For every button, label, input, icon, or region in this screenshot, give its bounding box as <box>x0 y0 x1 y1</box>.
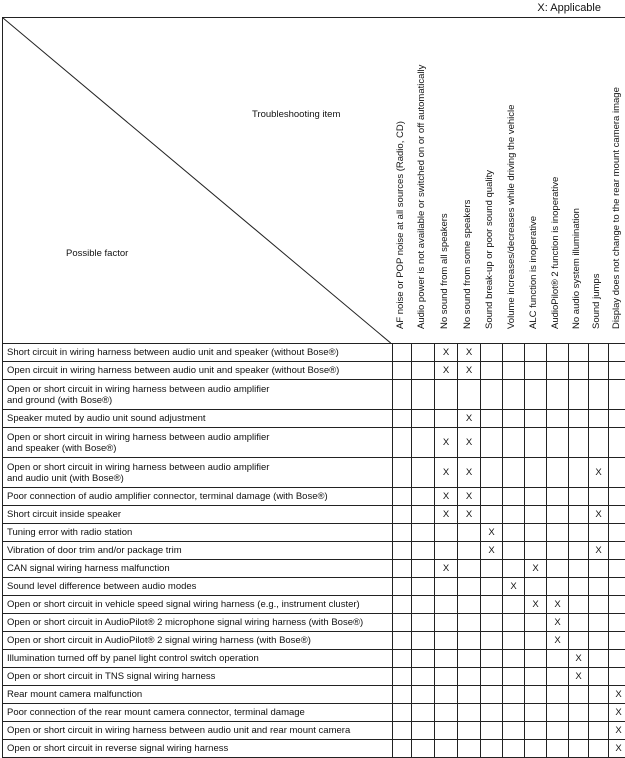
empty-cell <box>412 428 435 458</box>
applicable-mark: X <box>481 542 503 560</box>
empty-cell <box>503 722 525 740</box>
empty-cell <box>609 650 625 668</box>
empty-cell <box>412 542 435 560</box>
column-header-5 <box>479 17 502 344</box>
table-row <box>3 458 625 488</box>
empty-cell <box>589 650 609 668</box>
table-row <box>3 380 625 410</box>
table-row <box>3 542 625 560</box>
applicable-mark: X <box>481 524 503 542</box>
empty-cell <box>393 542 412 560</box>
column-header-label: Audio power is not available or switched on or off automatically <box>416 65 427 329</box>
column-header-label: AudioPilot® 2 function is inoperative <box>550 177 561 329</box>
empty-cell <box>525 650 547 668</box>
empty-cell <box>503 686 525 704</box>
empty-cell <box>503 506 525 524</box>
empty-cell <box>589 614 609 632</box>
empty-cell <box>547 650 569 668</box>
applicable-mark: X <box>589 506 609 524</box>
empty-cell <box>412 410 435 428</box>
empty-cell <box>547 506 569 524</box>
applicable-mark: X <box>435 458 458 488</box>
empty-cell <box>547 380 569 410</box>
empty-cell <box>525 542 547 560</box>
applicable-mark: X <box>503 578 525 596</box>
applicable-mark: X <box>609 686 625 704</box>
possible-factor-cell: Open or short circuit in wiring harness between audio unit and rear mount camera <box>3 722 393 740</box>
applicable-mark: X <box>569 650 589 668</box>
possible-factor-cell: Open or short circuit in AudioPilot® 2 signal wiring harness (with Bose®) <box>3 632 393 650</box>
empty-cell <box>393 704 412 722</box>
possible-factor-cell: Tuning error with radio station <box>3 524 393 542</box>
applicable-mark: X <box>609 704 625 722</box>
table-row <box>3 632 625 650</box>
applicable-mark: X <box>525 596 547 614</box>
applicable-mark: X <box>569 668 589 686</box>
empty-cell <box>393 614 412 632</box>
empty-cell <box>481 614 503 632</box>
empty-cell <box>458 614 481 632</box>
column-header-label: Sound break-up or poor sound quality <box>484 170 495 329</box>
applicable-mark: X <box>458 344 481 362</box>
possible-factor-cell: Poor connection of audio amplifier connector, terminal damage (with Bose®) <box>3 488 393 506</box>
possible-factor-cell: CAN signal wiring harness malfunction <box>3 560 393 578</box>
empty-cell <box>481 650 503 668</box>
empty-cell <box>609 560 625 578</box>
table-row <box>3 668 625 686</box>
empty-cell <box>525 458 547 488</box>
possible-factor-cell: Open or short circuit in vehicle speed signal wiring harness (e.g., instrument cluster) <box>3 596 393 614</box>
empty-cell <box>609 380 625 410</box>
column-header-9 <box>567 17 588 344</box>
empty-cell <box>458 542 481 560</box>
table-row <box>3 578 625 596</box>
possible-factor-cell: Short circuit in wiring harness between audio unit and speaker (without Bose®) <box>3 344 393 362</box>
table-row <box>3 362 625 380</box>
empty-cell <box>393 344 412 362</box>
empty-cell <box>393 524 412 542</box>
empty-cell <box>393 362 412 380</box>
applicable-mark: X <box>435 428 458 458</box>
empty-cell <box>589 362 609 380</box>
empty-cell <box>569 344 589 362</box>
empty-cell <box>589 722 609 740</box>
possible-factor-cell: Vibration of door trim and/or package trim <box>3 542 393 560</box>
empty-cell <box>547 344 569 362</box>
empty-cell <box>569 524 589 542</box>
applicable-mark: X <box>458 410 481 428</box>
empty-cell <box>412 506 435 524</box>
column-header-label: Sound jumps <box>591 274 602 329</box>
column-header-label: Volume increases/decreases while driving the vehicle <box>506 105 517 329</box>
empty-cell <box>589 596 609 614</box>
empty-cell <box>393 506 412 524</box>
possible-factor-cell: Sound level difference between audio modes <box>3 578 393 596</box>
factor-grid <box>2 343 625 758</box>
applicable-mark: X <box>435 344 458 362</box>
empty-cell <box>393 596 412 614</box>
empty-cell <box>569 686 589 704</box>
empty-cell <box>589 560 609 578</box>
empty-cell <box>412 596 435 614</box>
empty-cell <box>569 596 589 614</box>
header-corner-cell <box>2 17 392 344</box>
column-header-6 <box>501 17 524 344</box>
empty-cell <box>569 410 589 428</box>
empty-cell <box>458 596 481 614</box>
empty-cell <box>393 560 412 578</box>
empty-cell <box>412 578 435 596</box>
applicable-mark: X <box>435 362 458 380</box>
legend-applicable: X: Applicable <box>537 2 601 14</box>
empty-cell <box>609 614 625 632</box>
table-row <box>3 722 625 740</box>
empty-cell <box>569 458 589 488</box>
empty-cell <box>393 428 412 458</box>
empty-cell <box>481 488 503 506</box>
column-header-label: No audio system illumination <box>571 208 582 329</box>
applicable-mark: X <box>458 428 481 458</box>
possible-factor-cell: Open circuit in wiring harness between audio unit and speaker (without Bose®) <box>3 362 393 380</box>
table-row <box>3 344 625 362</box>
empty-cell <box>435 668 458 686</box>
empty-cell <box>525 722 547 740</box>
column-header-10 <box>587 17 608 344</box>
empty-cell <box>412 722 435 740</box>
empty-cell <box>609 506 625 524</box>
applicable-mark: X <box>458 506 481 524</box>
empty-cell <box>393 380 412 410</box>
empty-cell <box>609 668 625 686</box>
empty-cell <box>589 704 609 722</box>
empty-cell <box>393 668 412 686</box>
table-row <box>3 524 625 542</box>
empty-cell <box>412 458 435 488</box>
empty-cell <box>569 506 589 524</box>
empty-cell <box>435 578 458 596</box>
empty-cell <box>393 458 412 488</box>
applicable-mark: X <box>458 362 481 380</box>
column-header-7 <box>523 17 546 344</box>
column-header-8 <box>545 17 568 344</box>
empty-cell <box>412 380 435 410</box>
empty-cell <box>569 428 589 458</box>
empty-cell <box>589 410 609 428</box>
applicable-mark: X <box>525 560 547 578</box>
empty-cell <box>412 344 435 362</box>
empty-cell <box>481 596 503 614</box>
empty-cell <box>525 428 547 458</box>
column-header-4 <box>456 17 480 344</box>
empty-cell <box>589 578 609 596</box>
empty-cell <box>435 596 458 614</box>
empty-cell <box>547 410 569 428</box>
column-header-11 <box>607 17 625 344</box>
empty-cell <box>412 614 435 632</box>
empty-cell <box>481 362 503 380</box>
possible-factor-cell: Open or short circuit in wiring harness between audio amplifier and audio unit (with Bose®) <box>3 458 393 488</box>
column-header-1 <box>391 17 411 344</box>
table-row <box>3 410 625 428</box>
empty-cell <box>458 560 481 578</box>
empty-cell <box>609 458 625 488</box>
empty-cell <box>481 560 503 578</box>
empty-cell <box>609 632 625 650</box>
empty-cell <box>609 488 625 506</box>
applicable-mark: X <box>609 722 625 740</box>
applicable-mark: X <box>589 458 609 488</box>
empty-cell <box>412 650 435 668</box>
empty-cell <box>412 704 435 722</box>
troubleshooting-item-label: Troubleshooting item <box>252 109 340 120</box>
empty-cell <box>481 578 503 596</box>
possible-factor-cell: Illumination turned off by panel light control switch operation <box>3 650 393 668</box>
applicable-mark: X <box>589 542 609 560</box>
empty-cell <box>547 458 569 488</box>
empty-cell <box>481 380 503 410</box>
table-row <box>3 560 625 578</box>
empty-cell <box>525 686 547 704</box>
empty-cell <box>569 704 589 722</box>
empty-cell <box>435 380 458 410</box>
troubleshooting-table <box>2 17 622 746</box>
empty-cell <box>547 488 569 506</box>
empty-cell <box>569 614 589 632</box>
empty-cell <box>503 362 525 380</box>
possible-factor-cell: Rear mount camera malfunction <box>3 686 393 704</box>
empty-cell <box>393 722 412 740</box>
empty-cell <box>435 524 458 542</box>
possible-factor-cell: Poor connection of the rear mount camera connector, terminal damage <box>3 704 393 722</box>
empty-cell <box>481 686 503 704</box>
empty-cell <box>547 560 569 578</box>
empty-cell <box>393 410 412 428</box>
empty-cell <box>481 428 503 458</box>
applicable-mark: X <box>435 488 458 506</box>
applicable-mark: X <box>458 488 481 506</box>
empty-cell <box>393 488 412 506</box>
empty-cell <box>503 458 525 488</box>
empty-cell <box>569 722 589 740</box>
empty-cell <box>589 668 609 686</box>
empty-cell <box>589 524 609 542</box>
empty-cell <box>412 560 435 578</box>
empty-cell <box>435 722 458 740</box>
empty-cell <box>481 632 503 650</box>
empty-cell <box>481 722 503 740</box>
empty-cell <box>435 650 458 668</box>
empty-cell <box>547 362 569 380</box>
empty-cell <box>393 578 412 596</box>
table-row <box>3 704 625 722</box>
table-row <box>3 686 625 704</box>
empty-cell <box>547 722 569 740</box>
column-header-label: No sound from some speakers <box>462 200 473 329</box>
empty-cell <box>609 524 625 542</box>
empty-cell <box>525 668 547 686</box>
column-header-label: AF noise or POP noise at all sources (Radio, CD) <box>395 121 406 329</box>
empty-cell <box>503 596 525 614</box>
empty-cell <box>503 650 525 668</box>
table-row <box>3 614 625 632</box>
possible-factor-cell: Open or short circuit in reverse signal wiring harness <box>3 740 393 758</box>
empty-cell <box>503 542 525 560</box>
empty-cell <box>547 668 569 686</box>
possible-factor-cell: Open or short circuit in wiring harness between audio amplifier and ground (with Bose®) <box>3 380 393 410</box>
empty-cell <box>503 614 525 632</box>
empty-cell <box>525 362 547 380</box>
column-header-3 <box>433 17 457 344</box>
empty-cell <box>547 542 569 560</box>
empty-cell <box>609 362 625 380</box>
empty-cell <box>412 686 435 704</box>
applicable-mark: X <box>609 740 625 758</box>
empty-cell <box>589 686 609 704</box>
empty-cell <box>525 578 547 596</box>
column-header-label: ALC function is inoperative <box>528 216 539 329</box>
empty-cell <box>525 344 547 362</box>
empty-cell <box>458 704 481 722</box>
empty-cell <box>503 668 525 686</box>
applicable-mark: X <box>547 596 569 614</box>
empty-cell <box>481 704 503 722</box>
empty-cell <box>435 410 458 428</box>
empty-cell <box>503 344 525 362</box>
empty-cell <box>393 686 412 704</box>
table-row <box>3 506 625 524</box>
applicable-mark: X <box>435 560 458 578</box>
empty-cell <box>458 578 481 596</box>
table-row <box>3 488 625 506</box>
empty-cell <box>569 362 589 380</box>
table-row <box>3 428 625 458</box>
empty-cell <box>589 488 609 506</box>
empty-cell <box>569 578 589 596</box>
applicable-mark: X <box>435 506 458 524</box>
empty-cell <box>525 524 547 542</box>
empty-cell <box>609 542 625 560</box>
possible-factor-cell: Open or short circuit in TNS signal wiring harness <box>3 668 393 686</box>
empty-cell <box>435 632 458 650</box>
empty-cell <box>569 488 589 506</box>
empty-cell <box>525 506 547 524</box>
empty-cell <box>525 632 547 650</box>
empty-cell <box>458 524 481 542</box>
column-header-label: No sound from all speakers <box>439 213 450 329</box>
possible-factor-cell: Short circuit inside speaker <box>3 506 393 524</box>
empty-cell <box>569 380 589 410</box>
empty-cell <box>609 596 625 614</box>
empty-cell <box>609 410 625 428</box>
possible-factor-cell: Open or short circuit in wiring harness between audio amplifier and speaker (with Bose®) <box>3 428 393 458</box>
empty-cell <box>412 362 435 380</box>
empty-cell <box>569 632 589 650</box>
applicable-mark: X <box>547 614 569 632</box>
empty-cell <box>569 542 589 560</box>
applicable-mark: X <box>458 458 481 488</box>
table-row <box>3 596 625 614</box>
empty-cell <box>525 380 547 410</box>
empty-cell <box>481 506 503 524</box>
empty-cell <box>609 344 625 362</box>
diagonal-divider <box>3 18 392 344</box>
empty-cell <box>503 560 525 578</box>
empty-cell <box>412 632 435 650</box>
empty-cell <box>547 428 569 458</box>
empty-cell <box>435 686 458 704</box>
empty-cell <box>435 704 458 722</box>
empty-cell <box>547 578 569 596</box>
table-row <box>3 650 625 668</box>
empty-cell <box>435 542 458 560</box>
possible-factor-label: Possible factor <box>66 248 128 259</box>
empty-cell <box>458 722 481 740</box>
empty-cell <box>503 524 525 542</box>
possible-factor-cell: Open or short circuit in AudioPilot® 2 microphone signal wiring harness (with Bose®) <box>3 614 393 632</box>
empty-cell <box>458 686 481 704</box>
empty-cell <box>547 524 569 542</box>
empty-cell <box>435 614 458 632</box>
empty-cell <box>458 668 481 686</box>
empty-cell <box>589 632 609 650</box>
empty-cell <box>503 380 525 410</box>
empty-cell <box>503 428 525 458</box>
empty-cell <box>393 650 412 668</box>
empty-cell <box>458 650 481 668</box>
applicable-mark: X <box>547 632 569 650</box>
empty-cell <box>525 614 547 632</box>
empty-cell <box>525 488 547 506</box>
empty-cell <box>481 668 503 686</box>
empty-cell <box>547 686 569 704</box>
empty-cell <box>503 632 525 650</box>
empty-cell <box>569 560 589 578</box>
empty-cell <box>481 410 503 428</box>
empty-cell <box>589 344 609 362</box>
empty-cell <box>589 428 609 458</box>
empty-cell <box>412 524 435 542</box>
empty-cell <box>589 380 609 410</box>
column-header-label: Display does not change to the rear mount camera image <box>611 87 622 329</box>
empty-cell <box>547 704 569 722</box>
empty-cell <box>458 380 481 410</box>
possible-factor-cell: Speaker muted by audio unit sound adjustment <box>3 410 393 428</box>
empty-cell <box>609 578 625 596</box>
empty-cell <box>458 632 481 650</box>
empty-cell <box>525 704 547 722</box>
column-header-2 <box>410 17 434 344</box>
empty-cell <box>503 488 525 506</box>
empty-cell <box>481 458 503 488</box>
empty-cell <box>609 428 625 458</box>
empty-cell <box>503 704 525 722</box>
empty-cell <box>481 344 503 362</box>
empty-cell <box>412 488 435 506</box>
empty-cell <box>503 410 525 428</box>
empty-cell <box>525 410 547 428</box>
empty-cell <box>393 632 412 650</box>
empty-cell <box>412 668 435 686</box>
